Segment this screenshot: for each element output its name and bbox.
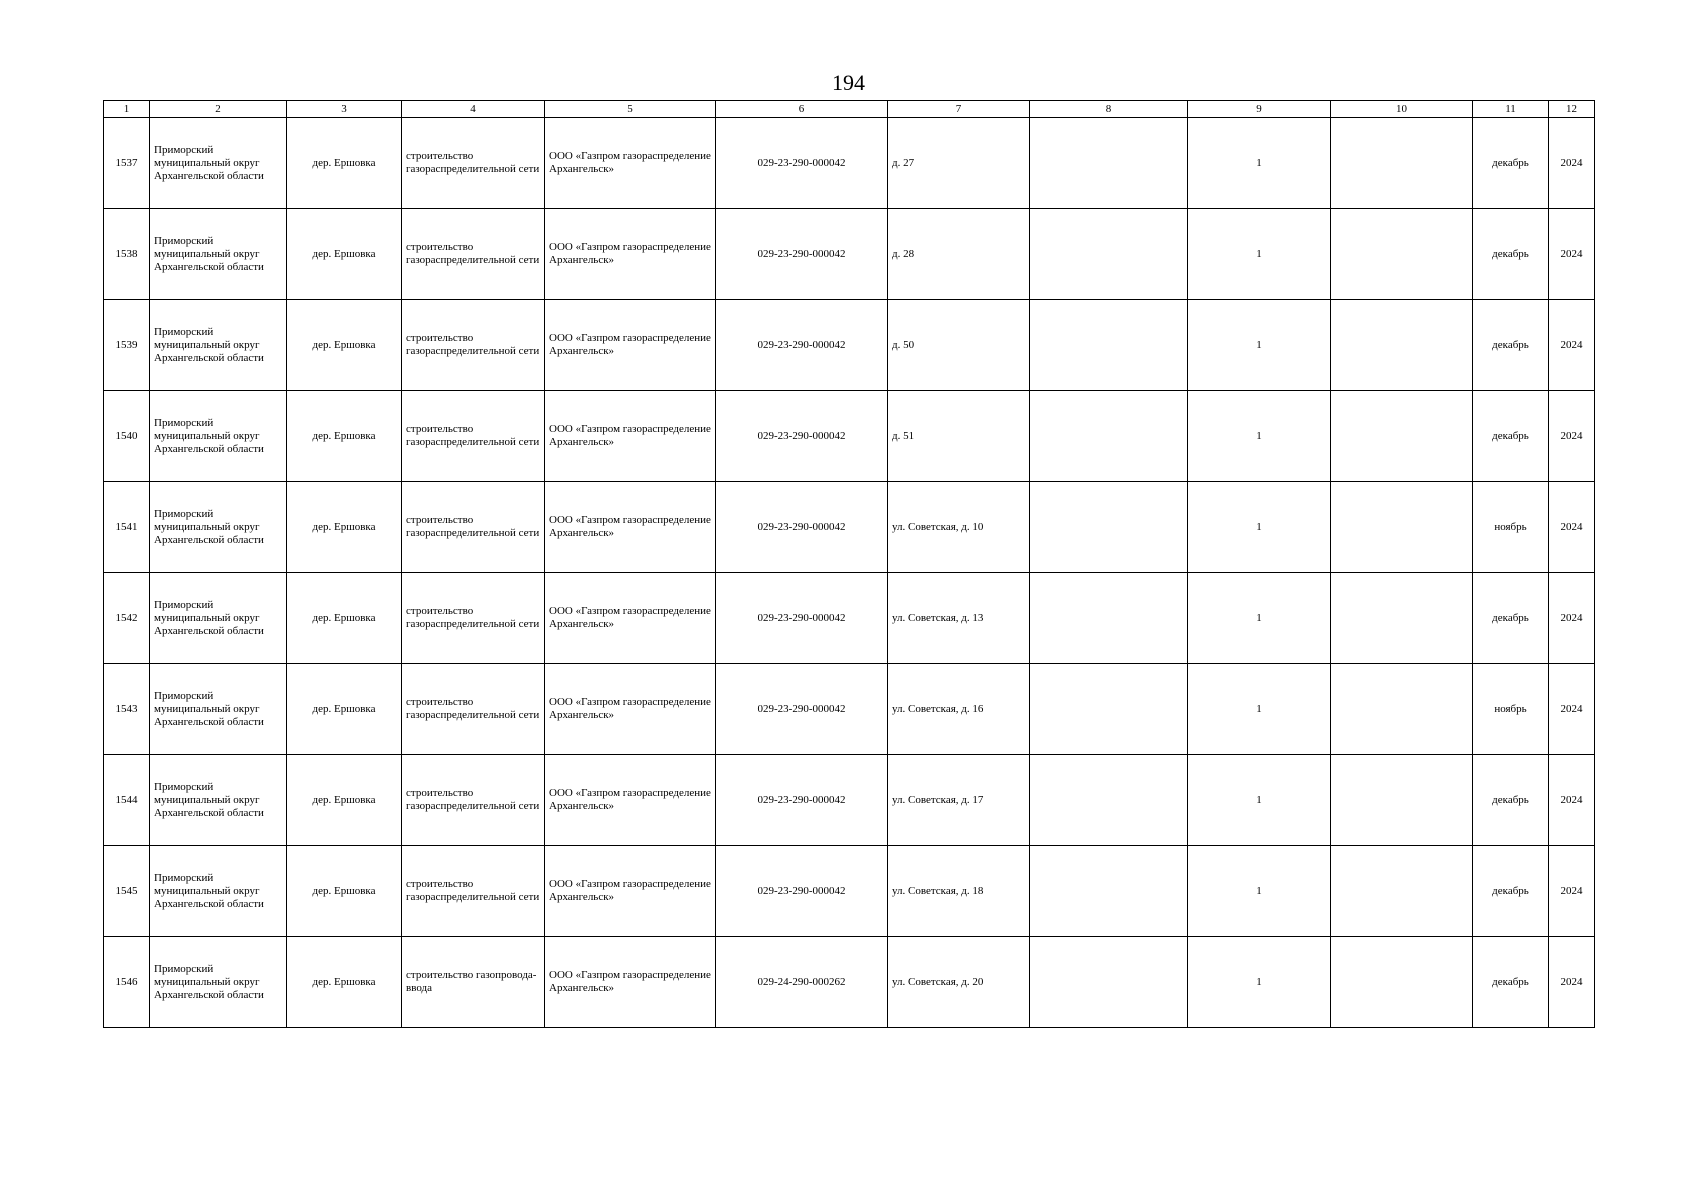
district-cell: Приморский муниципальный округ Архангельской области: [150, 391, 287, 482]
organization-cell: ООО «Газпром газораспределение Архангельск»: [545, 482, 716, 573]
settlement-cell: дер. Ершовка: [287, 118, 402, 209]
table-row: [104, 482, 1595, 573]
year-cell: 2024: [1549, 300, 1595, 391]
year-cell: 2024: [1549, 664, 1595, 755]
row-number-cell: 1537: [104, 118, 150, 209]
header-col-3: 3: [287, 101, 402, 118]
address-cell: д. 51: [888, 391, 1030, 482]
organization-cell: ООО «Газпром газораспределение Архангельск»: [545, 846, 716, 937]
object-code-cell: 029-23-290-000042: [716, 209, 888, 300]
row-number-cell: 1545: [104, 846, 150, 937]
year-cell: 2024: [1549, 937, 1595, 1028]
header-col-10: 10: [1331, 101, 1473, 118]
address-cell: ул. Советская, д. 18: [888, 846, 1030, 937]
quantity-cell: 1: [1188, 846, 1331, 937]
organization-cell: ООО «Газпром газораспределение Архангельск»: [545, 937, 716, 1028]
organization-cell: ООО «Газпром газораспределение Архангельск»: [545, 391, 716, 482]
month-cell: ноябрь: [1473, 664, 1549, 755]
table-header-row: [104, 101, 1595, 118]
year-cell: 2024: [1549, 573, 1595, 664]
district-cell: Приморский муниципальный округ Архангельской области: [150, 300, 287, 391]
month-cell: декабрь: [1473, 118, 1549, 209]
row-number-cell: 1543: [104, 664, 150, 755]
table-row: [104, 209, 1595, 300]
col-8-cell: [1030, 573, 1188, 664]
work-type-cell: строительство газораспределительной сети: [402, 209, 545, 300]
col-10-cell: [1331, 573, 1473, 664]
address-cell: ул. Советская, д. 20: [888, 937, 1030, 1028]
object-code-cell: 029-23-290-000042: [716, 391, 888, 482]
row-number-cell: 1540: [104, 391, 150, 482]
object-code-cell: 029-23-290-000042: [716, 755, 888, 846]
header-col-4: 4: [402, 101, 545, 118]
organization-cell: ООО «Газпром газораспределение Архангельск»: [545, 118, 716, 209]
object-code-cell: 029-24-290-000262: [716, 937, 888, 1028]
col-8-cell: [1030, 937, 1188, 1028]
month-cell: ноябрь: [1473, 482, 1549, 573]
month-cell: декабрь: [1473, 209, 1549, 300]
col-8-cell: [1030, 755, 1188, 846]
header-col-8: 8: [1030, 101, 1188, 118]
col-8-cell: [1030, 664, 1188, 755]
organization-cell: ООО «Газпром газораспределение Архангельск»: [545, 755, 716, 846]
settlement-cell: дер. Ершовка: [287, 391, 402, 482]
settlement-cell: дер. Ершовка: [287, 482, 402, 573]
work-type-cell: строительство газораспределительной сети: [402, 300, 545, 391]
district-cell: Приморский муниципальный округ Архангельской области: [150, 209, 287, 300]
table-row: [104, 573, 1595, 664]
quantity-cell: 1: [1188, 118, 1331, 209]
organization-cell: ООО «Газпром газораспределение Архангельск»: [545, 573, 716, 664]
col-10-cell: [1331, 664, 1473, 755]
work-type-cell: строительство газораспределительной сети: [402, 846, 545, 937]
year-cell: 2024: [1549, 482, 1595, 573]
col-10-cell: [1331, 118, 1473, 209]
district-cell: Приморский муниципальный округ Архангельской области: [150, 482, 287, 573]
settlement-cell: дер. Ершовка: [287, 209, 402, 300]
table-row: [104, 755, 1595, 846]
quantity-cell: 1: [1188, 209, 1331, 300]
address-cell: ул. Советская, д. 16: [888, 664, 1030, 755]
work-type-cell: строительство газораспределительной сети: [402, 118, 545, 209]
organization-cell: ООО «Газпром газораспределение Архангельск»: [545, 209, 716, 300]
quantity-cell: 1: [1188, 937, 1331, 1028]
col-8-cell: [1030, 846, 1188, 937]
work-type-cell: строительство газораспределительной сети: [402, 664, 545, 755]
table-row: [104, 391, 1595, 482]
row-number-cell: 1538: [104, 209, 150, 300]
header-col-5: 5: [545, 101, 716, 118]
row-number-cell: 1542: [104, 573, 150, 664]
work-type-cell: строительство газораспределительной сети: [402, 391, 545, 482]
address-cell: ул. Советская, д. 10: [888, 482, 1030, 573]
district-cell: Приморский муниципальный округ Архангельской области: [150, 573, 287, 664]
row-number-cell: 1546: [104, 937, 150, 1028]
col-10-cell: [1331, 209, 1473, 300]
col-10-cell: [1331, 846, 1473, 937]
organization-cell: ООО «Газпром газораспределение Архангельск»: [545, 300, 716, 391]
address-cell: ул. Советская, д. 17: [888, 755, 1030, 846]
object-code-cell: 029-23-290-000042: [716, 118, 888, 209]
year-cell: 2024: [1549, 755, 1595, 846]
work-type-cell: строительство газопровода-ввода: [402, 937, 545, 1028]
row-number-cell: 1544: [104, 755, 150, 846]
header-col-11: 11: [1473, 101, 1549, 118]
header-col-6: 6: [716, 101, 888, 118]
table-body: [104, 118, 1595, 1028]
col-8-cell: [1030, 209, 1188, 300]
quantity-cell: 1: [1188, 573, 1331, 664]
table-row: [104, 846, 1595, 937]
col-8-cell: [1030, 482, 1188, 573]
quantity-cell: 1: [1188, 664, 1331, 755]
row-number-cell: 1541: [104, 482, 150, 573]
header-col-2: 2: [150, 101, 287, 118]
district-cell: Приморский муниципальный округ Архангельской области: [150, 846, 287, 937]
settlement-cell: дер. Ершовка: [287, 573, 402, 664]
organization-cell: ООО «Газпром газораспределение Архангельск»: [545, 664, 716, 755]
address-cell: д. 28: [888, 209, 1030, 300]
page-number: 194: [832, 70, 865, 95]
month-cell: декабрь: [1473, 391, 1549, 482]
object-code-cell: 029-23-290-000042: [716, 573, 888, 664]
header-col-9: 9: [1188, 101, 1331, 118]
object-code-cell: 029-23-290-000042: [716, 664, 888, 755]
col-10-cell: [1331, 937, 1473, 1028]
col-10-cell: [1331, 755, 1473, 846]
work-type-cell: строительство газораспределительной сети: [402, 573, 545, 664]
district-cell: Приморский муниципальный округ Архангельской области: [150, 755, 287, 846]
registry-table: [103, 100, 1595, 1028]
address-cell: д. 50: [888, 300, 1030, 391]
row-number-cell: 1539: [104, 300, 150, 391]
work-type-cell: строительство газораспределительной сети: [402, 482, 545, 573]
col-8-cell: [1030, 300, 1188, 391]
year-cell: 2024: [1549, 391, 1595, 482]
table-row: [104, 937, 1595, 1028]
year-cell: 2024: [1549, 846, 1595, 937]
month-cell: декабрь: [1473, 300, 1549, 391]
header-col-1: 1: [104, 101, 150, 118]
quantity-cell: 1: [1188, 300, 1331, 391]
col-10-cell: [1331, 300, 1473, 391]
month-cell: декабрь: [1473, 937, 1549, 1028]
district-cell: Приморский муниципальный округ Архангельской области: [150, 118, 287, 209]
object-code-cell: 029-23-290-000042: [716, 300, 888, 391]
month-cell: декабрь: [1473, 573, 1549, 664]
col-8-cell: [1030, 391, 1188, 482]
table-row: [104, 118, 1595, 209]
settlement-cell: дер. Ершовка: [287, 846, 402, 937]
header-col-7: 7: [888, 101, 1030, 118]
month-cell: декабрь: [1473, 755, 1549, 846]
header-col-12: 12: [1549, 101, 1595, 118]
year-cell: 2024: [1549, 118, 1595, 209]
district-cell: Приморский муниципальный округ Архангельской области: [150, 664, 287, 755]
settlement-cell: дер. Ершовка: [287, 755, 402, 846]
table-row: [104, 664, 1595, 755]
address-cell: д. 27: [888, 118, 1030, 209]
col-8-cell: [1030, 118, 1188, 209]
col-10-cell: [1331, 391, 1473, 482]
work-type-cell: строительство газораспределительной сети: [402, 755, 545, 846]
quantity-cell: 1: [1188, 755, 1331, 846]
settlement-cell: дер. Ершовка: [287, 664, 402, 755]
object-code-cell: 029-23-290-000042: [716, 846, 888, 937]
settlement-cell: дер. Ершовка: [287, 937, 402, 1028]
object-code-cell: 029-23-290-000042: [716, 482, 888, 573]
quantity-cell: 1: [1188, 482, 1331, 573]
address-cell: ул. Советская, д. 13: [888, 573, 1030, 664]
col-10-cell: [1331, 482, 1473, 573]
year-cell: 2024: [1549, 209, 1595, 300]
table-row: [104, 300, 1595, 391]
district-cell: Приморский муниципальный округ Архангельской области: [150, 937, 287, 1028]
quantity-cell: 1: [1188, 391, 1331, 482]
month-cell: декабрь: [1473, 846, 1549, 937]
settlement-cell: дер. Ершовка: [287, 300, 402, 391]
